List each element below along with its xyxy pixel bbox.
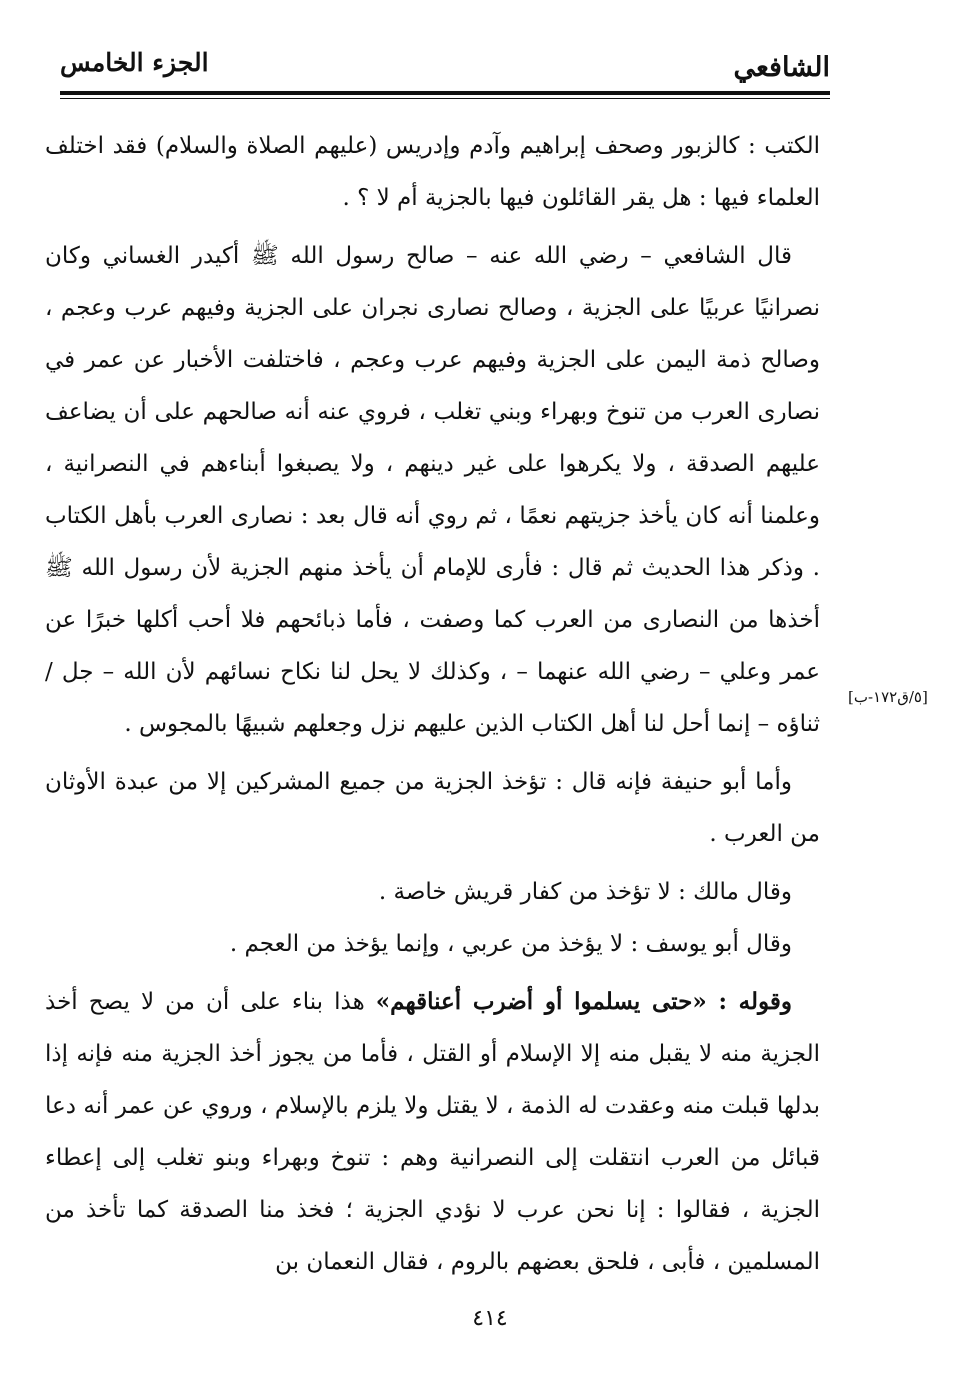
paragraph-6-text: هذا بناء على أن من لا يصح أخذ الجزية منه لا يقبل منه إلا الإسلام أو القتل ، فأما من يجوز أخذ الجزية منه فإنه إذا بدلها قبلت منه وعقدت له الذمة ، لا يقتل ولا يلزم بالإسلام ، وروي عن عمر أنه دعا قبائل من العرب انتقلت إلى النصرانية وهم : تنوخ وبهراء وبنو تغلب إلى إعطاء الجزية ، فقالوا : إنا نحن عرب لا نؤدي الجزية ؛ فخذ منا الصدقة كما تأخذ من المسلمين ، فأبى ، فلحق بعضهم بالروم ، فقال النعمان بن bbox=[45, 989, 820, 1275]
page-number: ٤١٤ bbox=[472, 1306, 508, 1331]
paragraph-4 bbox=[45, 866, 820, 918]
paragraph-5-text: وقال أبو يوسف : لا يؤخذ من عربي ، وإنما يؤخذ من العجم . bbox=[229, 931, 792, 957]
volume-title: الجزء الخامس bbox=[60, 48, 209, 77]
manuscript-folio-note: [٥/ق١٧٢-ب] bbox=[848, 688, 928, 706]
paragraph-5 bbox=[45, 918, 820, 970]
header-rule-thin bbox=[60, 98, 830, 99]
header-rule bbox=[60, 91, 830, 95]
paragraph-2 bbox=[45, 230, 820, 750]
paragraph-3-text: وأما أبو حنيفة فإنه قال : تؤخذ الجزية من جميع المشركين إلا من عبدة الأوثان من العرب . bbox=[45, 769, 820, 847]
page-body bbox=[45, 120, 820, 1288]
paragraph-3 bbox=[45, 756, 820, 860]
book-title: الشافعي bbox=[733, 52, 830, 83]
page-header bbox=[60, 48, 830, 88]
paragraph-4-text: وقال مالك : لا تؤخذ من كفار قريش خاصة . bbox=[378, 879, 792, 905]
paragraph-1: الكتب : كالزبور وصحف إبراهيم وآدم وإدريس (عليهم الصلاة والسلام) فقد اختلف العلماء فيها : هل يقر القائلون فيها بالجزية أم لا ؟ . bbox=[45, 133, 820, 211]
paragraph-6 bbox=[45, 976, 820, 1288]
quoted-phrase: وقوله : «حتى يسلموا أو أضرب أعناقهم» bbox=[375, 988, 793, 1015]
paragraph-2-text: قال الشافعي – رضي الله عنه – صالح رسول الله ﷺ أكيدر الغساني وكان نصرانيًا عربيًا على الجزية ، وصالح نصارى نجران على الجزية وفيهم عرب وعجم ، وصالح ذمة اليمن على الجزية وفيهم عرب وعجم ، فاختلفت الأخبار عن عمر في نصارى العرب من تنوخ وبهراء وبني تغلب ، فروي عنه أنه صالحهم على أن يضاعف عليهم الصدقة ، ولا يكرهوا على غير دينهم ، ولا يصبغوا أبناءهم في النصرانية ، وعلمنا أنه كان يأخذ جزيتهم نعمًا ، ثم روي أنه قال بعد : نصارى العرب بأهل الكتاب . وذكر هذا الحديث ثم قال : فأرى للإمام أن يأخذ منهم الجزية لأن رسول الله ﷺ أخذها من النصارى من العرب كما وصفت ، فأما ذبائحهم فلا أحب أكلها خبرًا عن عمر وعلي – رضي الله عنهما – ، وكذلك لا يحل لنا نكاح نسائهم لأن الله – جل / ثناؤه – إنما أحل لنا أهل الكتاب الذين عليهم نزل وجعلهم شبيهًا بالمجوس . bbox=[45, 243, 820, 737]
